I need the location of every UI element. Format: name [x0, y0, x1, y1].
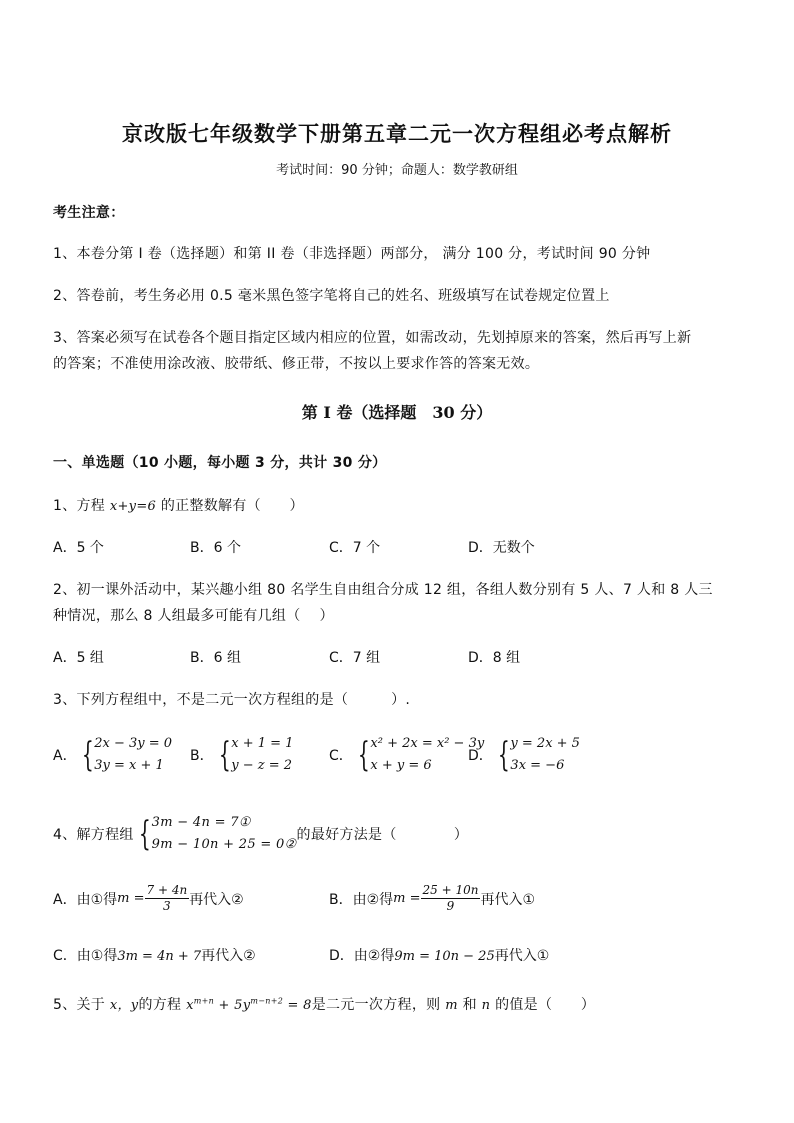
q3-a-eq2: 3y = x + 1	[94, 758, 164, 773]
brace-icon: {	[497, 735, 510, 775]
q3-label-a: A．	[53, 748, 77, 764]
q4-a-fraction	[145, 883, 190, 914]
brace-icon: {	[357, 735, 370, 775]
q2-option-b: B．6 组	[190, 650, 241, 666]
q4-a-pre: A．由①得	[53, 891, 118, 908]
question-4	[53, 812, 468, 856]
q5-var-m: m	[445, 998, 458, 1013]
q4-d-post: 再代入①	[494, 948, 550, 964]
q4-c-pre: C．由①得	[53, 948, 118, 964]
notice-item-2: 2、答卷前，考生务必用 0.5 毫米黑色签字笔将自己的姓名、班级填写在试卷规定位置上	[53, 288, 610, 304]
q4-b-numerator: 25 + 10n	[422, 883, 479, 897]
q4-option-d	[329, 945, 549, 965]
q1-option-c: C．7 个	[329, 540, 381, 556]
question-2-line-2: 种情况，那么 8 人组最多可能有几组（ ）	[53, 608, 334, 624]
question-5	[53, 994, 595, 1014]
q4-d-expr: 9m = 10n − 25	[394, 949, 495, 964]
brace-icon: {	[81, 735, 94, 775]
q3-option-a	[53, 733, 172, 777]
q3-c-eq1: x² + 2x = x² − 3y	[370, 736, 485, 751]
q3-label-b: B．	[190, 748, 214, 764]
document-title: 京改版七年级数学下册第五章二元一次方程组必考点解析	[122, 121, 672, 146]
q5-term-y: + 5y	[214, 998, 251, 1013]
notice-item-1: 1、本卷分第 I 卷（选择题）和第 II 卷（非选择题）两部分， 满分 100 分，考试时间 90 分钟	[53, 246, 651, 262]
q3-b-eq2: y − z = 2	[231, 758, 293, 773]
q4-a-numerator: 7 + 4n	[146, 883, 188, 897]
exam-info: 考试时间：90 分钟；命题人：数学教研组	[276, 163, 518, 178]
q3-label-d: D．	[468, 748, 493, 764]
q4-b-pre: B．由②得	[329, 891, 394, 908]
brace-icon: {	[218, 735, 231, 775]
q5-base-x: x	[186, 998, 194, 1013]
section-heading: 一、单选题（10 小题，每小题 3 分，共计 30 分）	[53, 455, 387, 471]
q2-option-d: D．8 组	[468, 650, 521, 666]
q4-eq2: 9m − 10n + 25 = 0②	[151, 837, 297, 852]
notice-item-3: 3、答案必须写在试卷各个题目指定区域内相应的位置，如需改动，先划掉原来的答案，然后再写上新	[53, 330, 692, 346]
q4-option-c	[53, 945, 256, 965]
q5-prefix: 5、关于	[53, 997, 110, 1013]
q3-label-c: C．	[329, 748, 353, 764]
q3-c-eq2: x + y = 6	[370, 758, 432, 773]
q3-option-b	[190, 733, 293, 777]
q2-option-a: A．5 组	[53, 650, 104, 666]
q5-var-n: n	[481, 998, 491, 1013]
q4-d-pre: D．由②得	[329, 948, 395, 964]
q4-c-post: 再代入②	[201, 948, 256, 964]
brace-icon: {	[138, 814, 151, 854]
q1-option-d: D．无数个	[468, 540, 535, 556]
q3-option-c	[329, 733, 484, 777]
q4-option-b	[329, 883, 535, 914]
q4-c-expr: 3m = 4n + 7	[117, 949, 202, 964]
q3-b-eq1: x + 1 = 1	[231, 736, 294, 751]
q5-exp-1: m+n	[193, 996, 215, 1006]
q5-exp-2: m−n+2	[250, 996, 284, 1006]
q4-a-denominator: 3	[163, 899, 171, 913]
q1-suffix: 的正整数解有（ ）	[156, 498, 304, 514]
q4-b-fraction	[421, 883, 481, 914]
q5-expression	[186, 998, 312, 1013]
q5-mid: 的方程	[138, 997, 187, 1013]
notice-item-3-cont: 的答案；不准使用涂改液、胶带纸、修正带，不按以上要求作答的答案无效。	[53, 356, 540, 372]
q1-equation: x+y=6	[109, 499, 157, 514]
q5-and: 和	[457, 997, 482, 1013]
q3-d-eq1: y = 2x + 5	[510, 736, 580, 751]
part-title: 第 I 卷（选择题 30 分）	[301, 403, 493, 422]
q4-suffix: 的最好方法是（ ）	[296, 827, 469, 843]
q5-vars: x，y	[109, 998, 139, 1013]
q1-option-b: B．6 个	[190, 540, 241, 556]
notice-heading: 考生注意：	[53, 205, 125, 221]
q1-option-a: A．5 个	[53, 540, 104, 556]
q5-rhs: = 8	[283, 998, 312, 1013]
q4-b-denominator: 9	[446, 899, 455, 913]
q5-suffix: 的值是（ ）	[490, 997, 596, 1013]
q4-prefix: 4、解方程组	[53, 827, 134, 843]
q3-option-d	[468, 733, 580, 777]
q4-option-a	[53, 883, 244, 914]
question-3: 3、下列方程组中，不是二元一次方程组的是（ ）.	[53, 692, 411, 708]
q3-d-eq2: 3x = −6	[510, 758, 565, 773]
q4-a-post: 再代入②	[189, 891, 244, 908]
q2-option-c: C．7 组	[329, 650, 381, 666]
q1-prefix: 1、方程	[53, 498, 110, 514]
q5-after: 是二元一次方程，则	[311, 997, 446, 1013]
question-1	[53, 495, 304, 515]
q4-eq1: 3m − 4n = 7①	[151, 815, 251, 830]
q3-a-eq1: 2x − 3y = 0	[94, 736, 173, 751]
q4-b-post: 再代入①	[480, 891, 536, 908]
question-2-line-1: 2、初一课外活动中，某兴趣小组 80 名学生自由组合分成 12 组，各组人数分别有 5 人、7 人和 8 人三	[53, 582, 713, 598]
q4-b-lhs: m =	[393, 891, 421, 906]
q4-a-lhs: m =	[117, 891, 145, 906]
